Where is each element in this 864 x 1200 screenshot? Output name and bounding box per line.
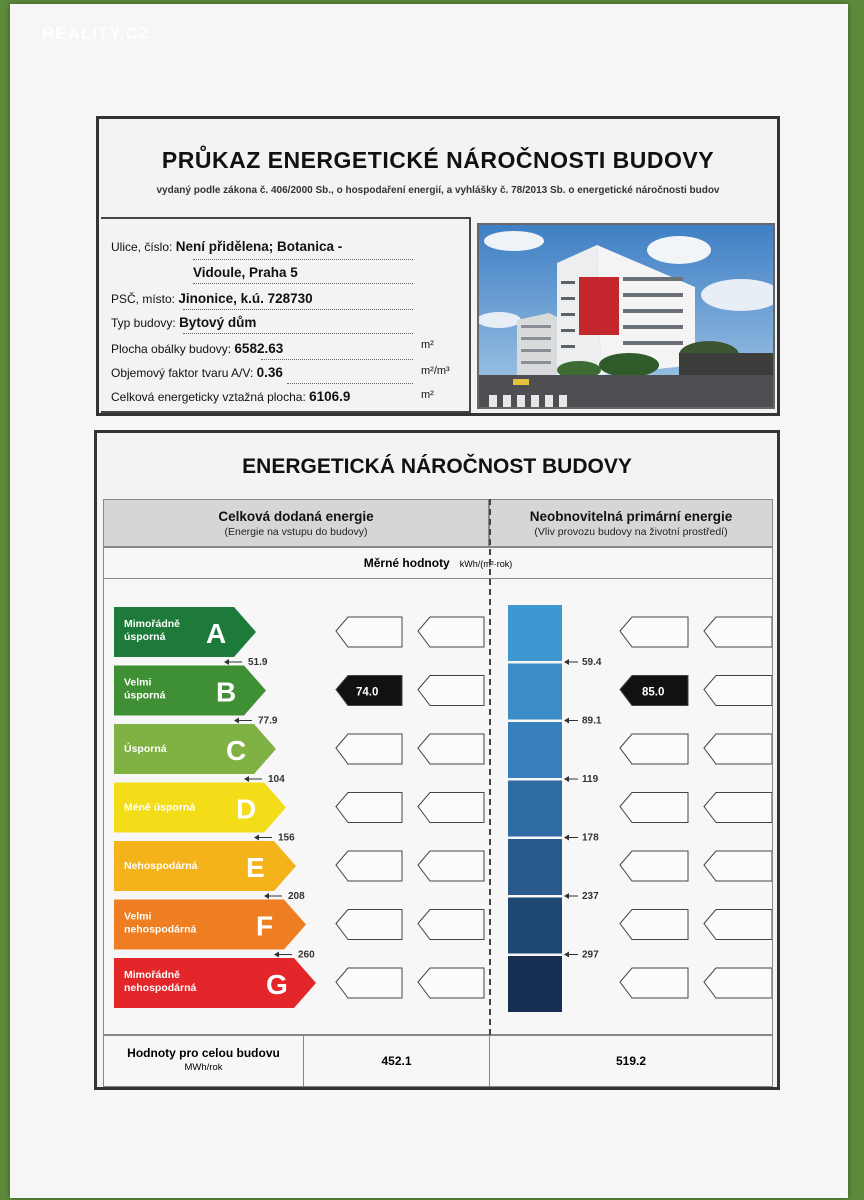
whole-building-unit: MWh/rok bbox=[184, 1062, 223, 1073]
empty-marker-tag bbox=[336, 910, 402, 940]
energy-rating-title: ENERGETICKÁ NÁROČNOST BUDOVY bbox=[242, 455, 632, 478]
primary-energy-bar bbox=[508, 722, 562, 778]
empty-marker-tag bbox=[336, 793, 402, 823]
certificate-title: PRŮKAZ ENERGETICKÉ NÁROČNOSTI BUDOVY bbox=[161, 147, 715, 173]
dotted-line bbox=[193, 283, 413, 284]
primary-energy-bar bbox=[508, 605, 562, 661]
total-area-label: Celková energeticky vztažná plocha: bbox=[111, 390, 306, 404]
rating-scale bbox=[103, 579, 773, 1035]
delivered-energy-total-cell bbox=[304, 1036, 490, 1086]
empty-marker-tag bbox=[418, 734, 484, 764]
empty-marker-tag bbox=[336, 617, 402, 647]
primary-energy-total-cell bbox=[490, 1036, 772, 1086]
dotted-line bbox=[183, 333, 413, 334]
factor-value: 0.36 bbox=[256, 365, 283, 380]
empty-marker-tag bbox=[704, 734, 772, 764]
class-label-line1: Mimořádně bbox=[124, 969, 181, 981]
class-threshold: 208 bbox=[288, 891, 305, 902]
section-divider bbox=[489, 499, 491, 1035]
empty-marker-tag bbox=[418, 676, 484, 706]
threshold-pointer-head bbox=[564, 659, 569, 665]
empty-marker-tag bbox=[620, 734, 688, 764]
class-threshold: 77.9 bbox=[258, 715, 278, 727]
delivered-energy-title: Celková dodaná energie bbox=[218, 509, 374, 524]
empty-marker-tag bbox=[620, 910, 688, 940]
threshold-pointer-head bbox=[244, 776, 249, 782]
primary-threshold: 59.4 bbox=[582, 657, 602, 668]
total-area-row bbox=[111, 389, 350, 404]
total-area-unit: m² bbox=[421, 389, 434, 401]
primary-energy-subtitle: (Vliv provozu budovy na životní prostředí) bbox=[534, 526, 728, 538]
street-value-line1: Není přidělena; Botanica - bbox=[175, 239, 343, 254]
threshold-pointer-head bbox=[234, 718, 239, 724]
factor-label: Objemový faktor tvaru A/V: bbox=[111, 366, 254, 380]
class-threshold: 156 bbox=[278, 832, 295, 844]
certificate-subtitle: vydaný podle zákona č. 406/2000 Sb., o hospodaření energií, a vyhlášky č. 78/2013 Sb. o energetické náročnosti budov bbox=[156, 185, 720, 196]
primary-threshold: 89.1 bbox=[582, 715, 602, 727]
class-threshold: 260 bbox=[298, 949, 315, 961]
area-unit: m² bbox=[421, 339, 434, 351]
threshold-pointer-head bbox=[254, 835, 259, 841]
threshold-pointer-head bbox=[564, 776, 569, 782]
area-row bbox=[111, 341, 283, 356]
primary-energy-bar bbox=[508, 664, 562, 720]
delivered-energy-subtitle: (Energie na vstupu do budovy) bbox=[224, 526, 368, 538]
empty-marker-tag bbox=[704, 617, 772, 647]
whole-building-label: Hodnoty pro celou budovu bbox=[127, 1046, 280, 1060]
dotted-line bbox=[287, 383, 413, 384]
street-row-2 bbox=[193, 265, 298, 280]
psc-value: Jinonice, k.ú. 728730 bbox=[178, 291, 313, 306]
primary-threshold: 237 bbox=[582, 891, 599, 902]
threshold-pointer-head bbox=[564, 718, 569, 724]
primary-energy-bar bbox=[508, 781, 562, 837]
empty-marker-tag bbox=[418, 968, 484, 998]
building-info-box bbox=[101, 217, 471, 413]
threshold-pointer-head bbox=[564, 835, 569, 841]
class-label-line1: Méně úsporná bbox=[124, 801, 196, 814]
delivered-energy-header bbox=[103, 499, 489, 547]
empty-marker-tag bbox=[336, 968, 402, 998]
primary-threshold: 297 bbox=[582, 949, 599, 961]
empty-marker-tag bbox=[418, 910, 484, 940]
class-label-line2: úsporná bbox=[124, 631, 166, 643]
class-label-line1: Velmi bbox=[124, 676, 152, 689]
empty-marker-tag bbox=[418, 793, 484, 823]
class-label-line1: Nehospodárná bbox=[124, 860, 198, 872]
dotted-line bbox=[261, 359, 413, 360]
class-label-line1: Úsporná bbox=[124, 743, 167, 755]
primary-energy-bar bbox=[508, 956, 562, 1012]
specific-values-label: Měrné hodnoty bbox=[363, 556, 450, 570]
dotted-line bbox=[193, 259, 413, 260]
delivered-energy-total: 452.1 bbox=[381, 1054, 412, 1068]
empty-marker-tag bbox=[418, 851, 484, 881]
certificate-header-box bbox=[96, 116, 780, 416]
whole-building-label-cell bbox=[104, 1036, 304, 1086]
class-label-line2: nehospodárná bbox=[124, 982, 197, 994]
class-letter-d: D bbox=[236, 793, 257, 825]
empty-marker-tag bbox=[620, 617, 688, 647]
primary-energy-value: 85.0 bbox=[642, 686, 665, 699]
threshold-pointer-head bbox=[264, 893, 269, 899]
class-letter-g: G bbox=[266, 969, 288, 1000]
empty-marker-tag bbox=[620, 851, 688, 881]
delivered-energy-value: 74.0 bbox=[356, 686, 379, 699]
psc-label: PSČ, místo: bbox=[111, 292, 176, 306]
energy-rating-box bbox=[94, 430, 780, 1090]
area-label: Plocha obálky budovy: bbox=[111, 342, 232, 356]
primary-energy-header bbox=[489, 499, 773, 547]
primary-energy-total: 519.2 bbox=[615, 1054, 647, 1068]
rating-scale-graphic bbox=[104, 579, 772, 1035]
primary-threshold: 119 bbox=[582, 774, 599, 785]
watermark: REALITY.CZ bbox=[42, 24, 151, 43]
empty-marker-tag bbox=[704, 676, 772, 706]
threshold-pointer-head bbox=[274, 952, 279, 958]
class-label-line2: nehospodárná bbox=[124, 923, 197, 936]
class-letter-b: B bbox=[216, 676, 237, 708]
class-threshold: 104 bbox=[268, 774, 285, 785]
building-illustration bbox=[479, 225, 775, 409]
specific-values-unit: kWh/(m²·rok) bbox=[459, 559, 513, 569]
factor-unit: m²/m³ bbox=[421, 365, 450, 377]
whole-building-values-row bbox=[103, 1035, 773, 1087]
street-label: Ulice, číslo: bbox=[111, 240, 173, 254]
threshold-pointer-head bbox=[564, 952, 569, 958]
class-letter-f: F bbox=[256, 910, 274, 942]
area-value: 6582.63 bbox=[234, 341, 284, 356]
class-label-line2: úsporná bbox=[124, 689, 166, 702]
specific-values-row bbox=[103, 547, 773, 579]
class-letter-a: A bbox=[206, 618, 227, 649]
class-label-line1: Mimořádně bbox=[124, 618, 181, 630]
total-area-value: 6106.9 bbox=[309, 389, 351, 404]
empty-marker-tag bbox=[418, 617, 484, 647]
empty-marker-tag bbox=[336, 851, 402, 881]
type-value: Bytový dům bbox=[179, 315, 257, 330]
factor-row bbox=[111, 365, 283, 380]
class-letter-e: E bbox=[246, 852, 265, 883]
threshold-pointer-head bbox=[564, 893, 569, 899]
class-label-line1: Velmi bbox=[124, 910, 152, 923]
empty-marker-tag bbox=[336, 734, 402, 764]
class-letter-c: C bbox=[226, 735, 247, 766]
street-value-line2: Vidoule, Praha 5 bbox=[193, 265, 298, 280]
building-photo bbox=[477, 223, 775, 409]
primary-threshold: 178 bbox=[582, 832, 599, 844]
empty-marker-tag bbox=[704, 968, 772, 998]
empty-marker-tag bbox=[704, 793, 772, 823]
type-label: Typ budovy: bbox=[111, 316, 176, 330]
empty-marker-tag bbox=[704, 851, 772, 881]
threshold-pointer-head bbox=[224, 659, 229, 665]
dotted-line bbox=[183, 309, 413, 310]
class-threshold: 51.9 bbox=[248, 657, 268, 668]
primary-energy-title: Neobnovitelná primární energie bbox=[529, 509, 733, 524]
street-row bbox=[111, 239, 342, 254]
empty-marker-tag bbox=[620, 968, 688, 998]
primary-energy-bar bbox=[508, 839, 562, 895]
psc-row bbox=[111, 291, 313, 306]
certificate-paper bbox=[10, 4, 848, 1198]
type-row bbox=[111, 315, 256, 330]
empty-marker-tag bbox=[704, 910, 772, 940]
primary-energy-bar bbox=[508, 898, 562, 954]
empty-marker-tag bbox=[620, 793, 688, 823]
